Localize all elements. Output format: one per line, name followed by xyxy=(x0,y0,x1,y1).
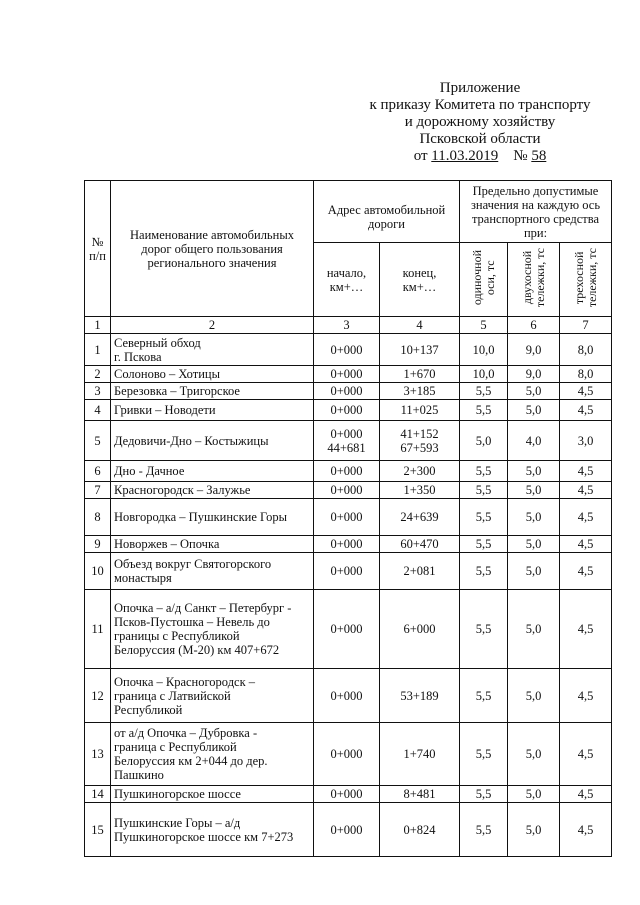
table-row xyxy=(85,536,612,553)
start-km-cell: 0+000 xyxy=(314,590,380,669)
index-cell: 3 xyxy=(314,317,380,334)
start-km-cell: 0+000 xyxy=(314,499,380,536)
header-line-1: Приложение xyxy=(439,80,521,96)
end-km-cell: 2+300 xyxy=(380,461,460,482)
start-km-cell: 0+000 xyxy=(314,334,380,366)
end-km-cell: 10+137 xyxy=(380,334,460,366)
triple-axle-cell: 4,5 xyxy=(560,723,612,786)
index-cell: 1 xyxy=(85,317,111,334)
table-row xyxy=(85,482,612,499)
triple-axle-cell: 4,5 xyxy=(560,553,612,590)
document-header xyxy=(340,80,620,165)
double-axle-cell: 5,0 xyxy=(508,786,560,803)
single-axle-cell: 5,5 xyxy=(460,669,508,723)
header-line-3: и дорожному хозяйству xyxy=(404,114,556,130)
row-number-cell: 5 xyxy=(85,421,111,461)
double-axle-cell: 5,0 xyxy=(508,536,560,553)
end-km-cell: 0+824 xyxy=(380,803,460,857)
order-date: 11.03.2019 xyxy=(431,148,499,164)
table-row xyxy=(85,383,612,400)
row-number-cell: 9 xyxy=(85,536,111,553)
index-row xyxy=(85,317,612,334)
single-axle-cell: 5,5 xyxy=(460,723,508,786)
double-axle-cell: 9,0 xyxy=(508,366,560,383)
start-km-cell: 0+000 xyxy=(314,482,380,499)
single-axle-cell: 5,5 xyxy=(460,383,508,400)
order-number: 58 xyxy=(531,148,547,164)
header-single-axle: одиночной оси, тс xyxy=(460,243,508,317)
triple-axle-cell: 8,0 xyxy=(560,366,612,383)
single-axle-cell: 5,5 xyxy=(460,590,508,669)
table-row xyxy=(85,366,612,383)
start-km-cell: 0+000 xyxy=(314,669,380,723)
triple-axle-cell: 4,5 xyxy=(560,590,612,669)
start-km-cell: 0+000 xyxy=(314,553,380,590)
header-double-axle: двухосной тележки, тс xyxy=(508,243,560,317)
table-row xyxy=(85,723,612,786)
double-axle-cell: 5,0 xyxy=(508,669,560,723)
index-cell: 6 xyxy=(508,317,560,334)
row-number-cell: 13 xyxy=(85,723,111,786)
triple-axle-cell: 4,5 xyxy=(560,383,612,400)
index-cell: 5 xyxy=(460,317,508,334)
triple-axle-cell: 4,5 xyxy=(560,803,612,857)
single-axle-cell: 5,0 xyxy=(460,421,508,461)
index-cell: 4 xyxy=(380,317,460,334)
road-name-cell: Гривки – Новодети xyxy=(111,400,314,421)
end-km-cell: 8+481 xyxy=(380,786,460,803)
road-name-cell: Красногородск – Залужье xyxy=(111,482,314,499)
double-axle-cell: 5,0 xyxy=(508,803,560,857)
single-axle-cell: 5,5 xyxy=(460,400,508,421)
end-km-cell: 1+350 xyxy=(380,482,460,499)
road-name-cell: Дно - Дачное xyxy=(111,461,314,482)
single-axle-cell: 10,0 xyxy=(460,366,508,383)
triple-axle-cell: 4,5 xyxy=(560,482,612,499)
double-axle-cell: 5,0 xyxy=(508,499,560,536)
row-number-cell: 2 xyxy=(85,366,111,383)
triple-axle-cell: 4,5 xyxy=(560,499,612,536)
row-number-cell: 3 xyxy=(85,383,111,400)
road-name-cell: Объезд вокруг Святогорского монастыря xyxy=(111,553,314,590)
end-km-cell: 53+189 xyxy=(380,669,460,723)
end-km-cell: 1+740 xyxy=(380,723,460,786)
road-name-cell: Пушкинские Горы – а/д Пушкиногорское шоссе км 7+273 xyxy=(111,803,314,857)
table-row xyxy=(85,421,612,461)
header-num: № п/п xyxy=(85,181,111,317)
single-axle-cell: 5,5 xyxy=(460,553,508,590)
header-line-4: Псковской области xyxy=(419,131,541,147)
start-km-cell: 0+000 xyxy=(314,536,380,553)
start-km-cell: 0+000 xyxy=(314,383,380,400)
number-sign: № xyxy=(513,148,528,164)
date-prefix: от xyxy=(413,148,428,164)
double-axle-cell: 5,0 xyxy=(508,482,560,499)
header-end: конец, км+… xyxy=(380,243,460,317)
row-number-cell: 11 xyxy=(85,590,111,669)
road-name-cell: Березовка – Тригорское xyxy=(111,383,314,400)
start-km-cell: 0+000 xyxy=(314,400,380,421)
index-cell: 2 xyxy=(111,317,314,334)
double-axle-cell: 4,0 xyxy=(508,421,560,461)
table-row xyxy=(85,553,612,590)
triple-axle-cell: 8,0 xyxy=(560,334,612,366)
end-km-cell: 6+000 xyxy=(380,590,460,669)
row-number-cell: 10 xyxy=(85,553,111,590)
header-name: Наименование автомобильных дорог общего пользования регионального значения xyxy=(111,181,314,317)
start-km-cell: 0+000 xyxy=(314,723,380,786)
header-address: Адрес автомобильной дороги xyxy=(314,181,460,243)
header-start: начало, км+… xyxy=(314,243,380,317)
table-row xyxy=(85,499,612,536)
road-name-cell: от а/д Опочка – Дубровка - граница с Республикой Белоруссия км 2+044 до дер. Пашкино xyxy=(111,723,314,786)
end-km-cell: 41+152 67+593 xyxy=(380,421,460,461)
double-axle-cell: 5,0 xyxy=(508,383,560,400)
start-km-cell: 0+000 xyxy=(314,366,380,383)
row-number-cell: 15 xyxy=(85,803,111,857)
table-row xyxy=(85,590,612,669)
triple-axle-cell: 4,5 xyxy=(560,536,612,553)
single-axle-cell: 10,0 xyxy=(460,334,508,366)
header-order-line xyxy=(340,148,620,165)
end-km-cell: 3+185 xyxy=(380,383,460,400)
road-name-cell: Солоново – Хотицы xyxy=(111,366,314,383)
single-axle-cell: 5,5 xyxy=(460,461,508,482)
single-axle-cell: 5,5 xyxy=(460,499,508,536)
start-km-cell: 0+000 xyxy=(314,461,380,482)
double-axle-cell: 5,0 xyxy=(508,400,560,421)
end-km-cell: 60+470 xyxy=(380,536,460,553)
road-name-cell: Новоржев – Опочка xyxy=(111,536,314,553)
roads-table xyxy=(84,180,612,857)
road-name-cell: Дедовичи-Дно – Костыжицы xyxy=(111,421,314,461)
row-number-cell: 12 xyxy=(85,669,111,723)
row-number-cell: 1 xyxy=(85,334,111,366)
table-row xyxy=(85,669,612,723)
table-row xyxy=(85,400,612,421)
double-axle-cell: 5,0 xyxy=(508,723,560,786)
double-axle-cell: 9,0 xyxy=(508,334,560,366)
end-km-cell: 1+670 xyxy=(380,366,460,383)
road-name-cell: Новгородка – Пушкинские Горы xyxy=(111,499,314,536)
triple-axle-cell: 4,5 xyxy=(560,461,612,482)
road-name-cell: Опочка – а/д Санкт – Петербург - Псков-Пустошка – Невель до границы с Республикой Белоруссия (М-20) км 407+672 xyxy=(111,590,314,669)
end-km-cell: 24+639 xyxy=(380,499,460,536)
road-name-cell: Опочка – Красногородск – граница с Латвийской Республикой xyxy=(111,669,314,723)
triple-axle-cell: 4,5 xyxy=(560,669,612,723)
row-number-cell: 7 xyxy=(85,482,111,499)
row-number-cell: 6 xyxy=(85,461,111,482)
header-triple-axle: трехосной тележки, тс xyxy=(560,243,612,317)
single-axle-cell: 5,5 xyxy=(460,786,508,803)
single-axle-cell: 5,5 xyxy=(460,482,508,499)
end-km-cell: 2+081 xyxy=(380,553,460,590)
single-axle-cell: 5,5 xyxy=(460,803,508,857)
road-name-cell: Северный обход г. Пскова xyxy=(111,334,314,366)
row-number-cell: 8 xyxy=(85,499,111,536)
road-name-cell: Пушкиногорское шоссе xyxy=(111,786,314,803)
start-km-cell: 0+000 44+681 xyxy=(314,421,380,461)
header-limits: Предельно допустимые значения на каждую ось транспортного средства при: xyxy=(460,181,612,243)
double-axle-cell: 5,0 xyxy=(508,590,560,669)
triple-axle-cell: 4,5 xyxy=(560,400,612,421)
start-km-cell: 0+000 xyxy=(314,803,380,857)
start-km-cell: 0+000 xyxy=(314,786,380,803)
row-number-cell: 14 xyxy=(85,786,111,803)
double-axle-cell: 5,0 xyxy=(508,553,560,590)
table-row xyxy=(85,461,612,482)
roads-table-body xyxy=(85,317,612,857)
table-row xyxy=(85,786,612,803)
index-cell: 7 xyxy=(560,317,612,334)
single-axle-cell: 5,5 xyxy=(460,536,508,553)
table-row xyxy=(85,803,612,857)
row-number-cell: 4 xyxy=(85,400,111,421)
triple-axle-cell: 4,5 xyxy=(560,786,612,803)
double-axle-cell: 5,0 xyxy=(508,461,560,482)
triple-axle-cell: 3,0 xyxy=(560,421,612,461)
table-row xyxy=(85,334,612,366)
end-km-cell: 11+025 xyxy=(380,400,460,421)
header-line-2: к приказу Комитета по транспорту xyxy=(369,97,591,113)
